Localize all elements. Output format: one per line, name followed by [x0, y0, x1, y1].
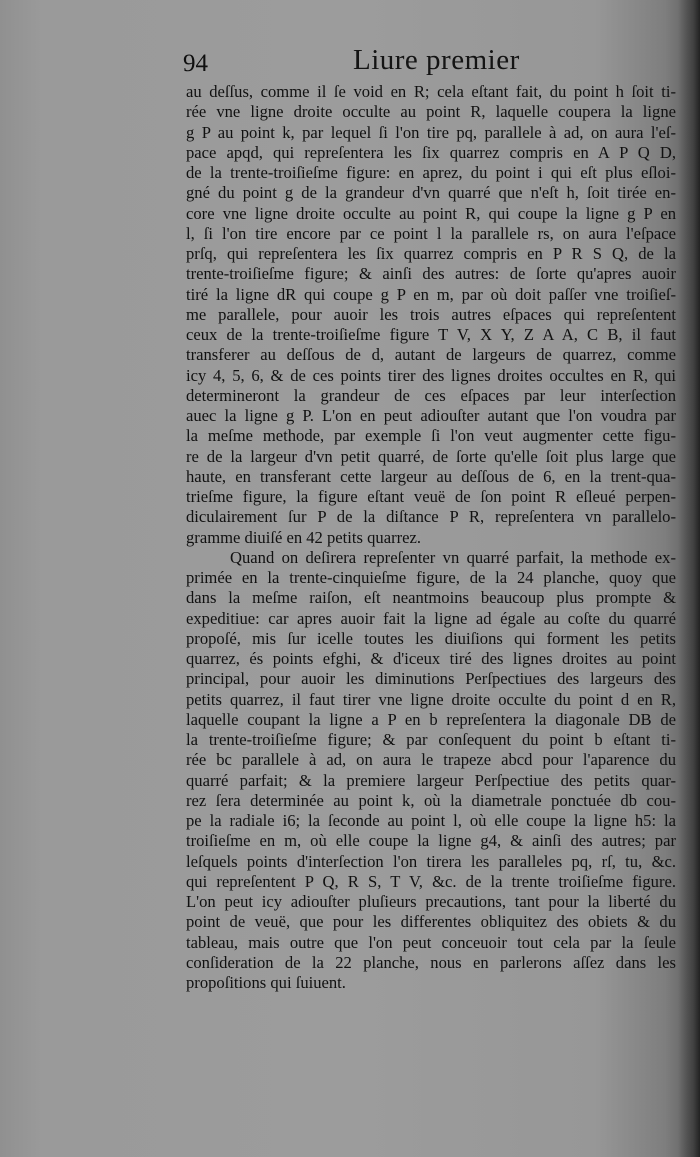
text-line: auec la ligne g P. L'on en peut adiouſter autant que l'on voudra par: [186, 406, 676, 425]
text-line: Quand on deſirera repreſenter vn quarré parfait, la methode ex-: [230, 547, 676, 567]
text-line: rée vne ligne droite occulte au point R, laquelle coupera la ligne: [186, 102, 676, 122]
text-line: diculairement ſur P de la diſtance P R, repreſentera vn parallelo-: [186, 507, 676, 527]
text-line: petits quarrez, il faut tirer vne ligne droite occulte du point d en R,: [186, 689, 676, 709]
text-line: core vne ligne droite occulte au point R, qui coupe la ligne g P en: [186, 203, 676, 223]
text-line: me parallele, pour auoir les trois autres eſpaces qui repreſentent: [186, 304, 676, 324]
text-line: determineront la grandeur de ces eſpaces par leur interſection: [186, 385, 676, 405]
text-line: principal, pour auoir les diminutions Perſpectiues des largeurs des: [186, 669, 676, 689]
text-line: leſquels points d'interſection l'on tirera les paralleles pq, rſ, tu, &c.: [186, 851, 676, 871]
text-line: rée bc parallele à ad, on aura le trapeze abcd pour l'aparence du: [186, 750, 676, 770]
text-line: gné du point g de la grandeur d'vn quarré que n'eſt h, ſoit tirée en-: [186, 183, 676, 203]
text-line: la meſme methode, par exemple ſi l'on veut augmenter cette figu-: [186, 426, 676, 446]
text-line: gramme diuiſé en 42 petits quarrez.: [186, 527, 421, 547]
text-line: re de la largeur d'vn petit quarré, de ſorte qu'elle ſoit plus large que: [186, 446, 676, 466]
body-text: [186, 82, 676, 993]
page-gutter-shadow: [678, 0, 700, 1157]
paragraph: [186, 548, 676, 994]
text-line: L'on peut icy adiouſter pluſieurs precautions, tant pour la liberté du: [186, 892, 676, 911]
text-line: transferer au deſſous de d, autant de largeurs de quarrez, comme: [186, 345, 676, 365]
text-line: trieſme figure, la figure eſtant veuë de ſon point R eſleué perpen-: [186, 487, 676, 506]
text-line: l, ſi l'on tire encore par ce point l la parallele rs, on aura l'eſpace: [186, 223, 676, 243]
text-line: trente-troiſieſme figure; & ainſi des autres: de ſorte qu'apres auoir: [186, 264, 676, 284]
text-line: ceux de la trente-troiſieſme figure T V, X Y, Z A A, C B, il faut: [186, 325, 676, 344]
text-line: propoſitions qui ſuiuent.: [186, 973, 346, 992]
text-line: icy 4, 5, 6, & de ces points tirer des lignes droites occultes en R, qui: [186, 365, 676, 385]
text-line: dans la meſme raiſon, eſt neantmoins beaucoup plus prompte &: [186, 588, 676, 608]
text-line: quarrez, és points efghi, & d'iceux tiré des lignes droites au point: [186, 649, 676, 668]
paragraph: [186, 82, 676, 548]
text-line: tableau, mais outre que l'on peut conceuoir tout cela par la ſeule: [186, 932, 676, 952]
text-line: qui repreſentent P Q, R S, T V, &c. de la trente troiſieſme figure.: [186, 871, 676, 891]
text-line: troiſieſme en m, où elle coupe la ligne g4, & ainſi des autres; par: [186, 831, 676, 851]
text-line: tiré la ligne dR qui coupe g P en m, par où doit paſſer vne troiſieſ-: [186, 284, 676, 304]
text-line: pe la radiale i6; la ſeconde au point l, où elle coupe la ligne h5: la: [186, 811, 676, 830]
text-line: pace apqd, qui repreſentera les ſix quarrez compris en A P Q D,: [186, 142, 676, 162]
text-line: la trente-troiſieſme figure; & par conſequent du point b eſtant ti-: [186, 730, 676, 749]
text-line: au deſſus, comme il ſe void en R; cela eſtant fait, du point h ſoit ti-: [186, 82, 676, 101]
text-line: propoſé, mis ſur icelle toutes les diuiſions qui forment les petits: [186, 628, 676, 648]
text-line: quarré parfait; & la premiere largeur Perſpectiue des petits quar-: [186, 770, 676, 790]
text-line: de la trente-troiſieſme figure: en aprez, du point i qui eſt plus eſloi-: [186, 163, 676, 182]
text-line: expeditiue: car apres auoir fait la ligne ad égale au coſte du quarré: [186, 608, 676, 628]
text-line: conſideration de la 22 planche, nous en parlerons aſſez dans les: [186, 952, 676, 972]
page-number: 94: [183, 50, 208, 77]
page-header: [183, 44, 663, 82]
text-line: rez ſera determinée au point k, où la diametrale ponctuée db cou-: [186, 790, 676, 810]
text-line: point de veuë, que pour les differentes obliquitez des obiets & du: [186, 912, 676, 932]
running-title: Liure premier: [353, 44, 520, 76]
text-line: g P au point k, par lequel ſi l'on tire pq, parallele à ad, on aura l'eſ-: [186, 122, 676, 142]
text-line: haute, en transferant cette largeur au deſſous de 6, en la trent-qua-: [186, 466, 676, 486]
paragraph-container: [186, 82, 676, 993]
text-line: laquelle coupant la ligne a P en b repreſentera la diagonale DB de: [186, 709, 676, 729]
text-line: prſq, qui repreſentera les ſix quarrez compris en P R S Q, de la: [186, 244, 676, 263]
text-line: primée en la trente-cinquieſme figure, de la 24 planche, quoy que: [186, 568, 676, 587]
